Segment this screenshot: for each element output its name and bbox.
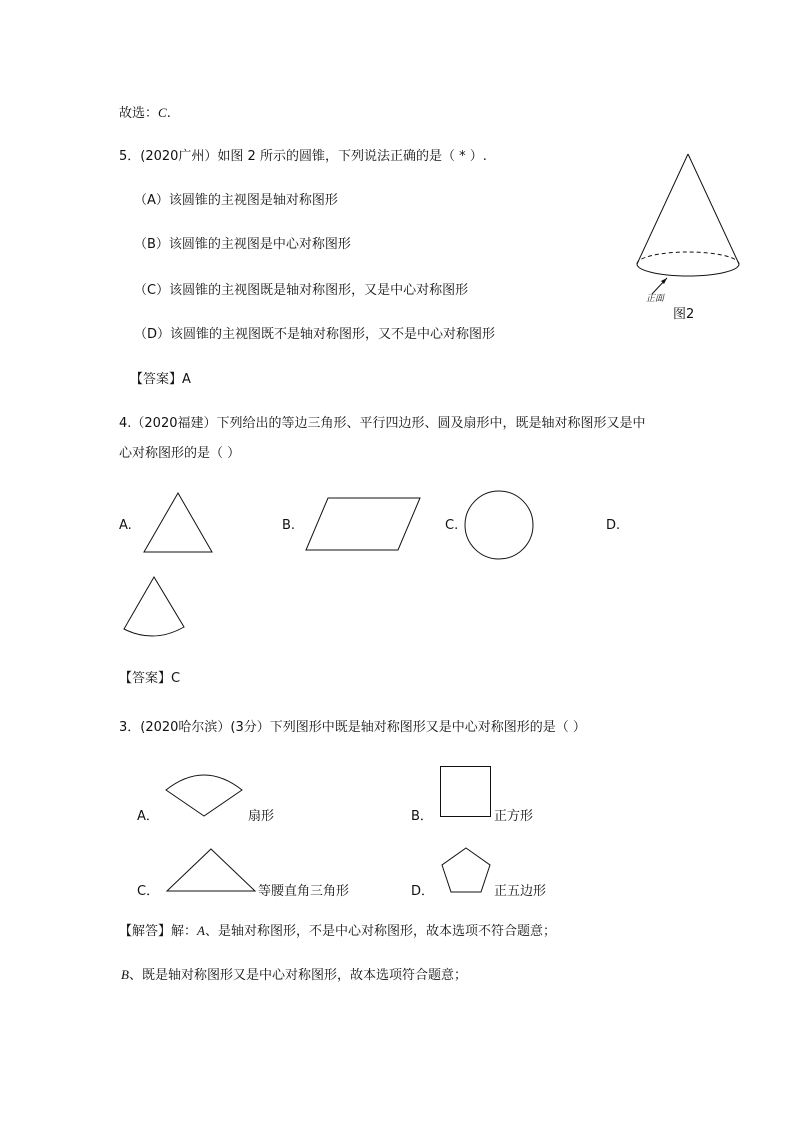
q3-option-c-label: C． <box>137 884 160 899</box>
solution-var-a: A <box>197 923 205 938</box>
q3-option-b-name: 正方形 <box>494 809 534 824</box>
q3-pentagon-figure <box>439 846 493 896</box>
q5-option-a: （A）该圆锥的主视图是轴对称图形 <box>134 193 338 208</box>
q3-isosceles-right-triangle-figure <box>164 846 258 894</box>
solution-text-b: 、既是轴对称图形又是中心对称图形，故本选项符合题意； <box>128 968 467 983</box>
q4-stem-line2: 心对称图形的是（ ） <box>119 446 241 461</box>
sector-figure <box>120 573 190 639</box>
q3-option-d-name: 正五边形 <box>494 884 547 899</box>
prev-answer-suffix: . <box>166 106 171 121</box>
solution-tag: 【解答】解： <box>119 924 198 939</box>
q4-answer: 【答案】C <box>119 671 181 686</box>
q3-sector-figure <box>163 768 245 820</box>
q3-option-a-name: 扇形 <box>248 809 275 824</box>
q3-option-a-label: A． <box>137 809 159 824</box>
q5-option-b: （B）该圆锥的主视图是中心对称图形 <box>134 237 351 252</box>
q5-answer: 【答案】A <box>130 372 191 387</box>
solution-var-b: B <box>121 967 129 982</box>
solution-text-a: 、是轴对称图形，不是中心对称图形，故本选项不符合题意； <box>204 924 556 939</box>
q5-option-d: （D）该圆锥的主视图既不是轴对称图形，又不是中心对称图形 <box>134 327 496 342</box>
q4-option-d-label: D. <box>606 518 621 533</box>
prev-answer-choice: C <box>158 105 167 120</box>
q5-stem: 5．(2020广州）如图 2 所示的圆锥，下列说法正确的是（ * ）. <box>119 149 487 164</box>
equilateral-triangle-figure <box>140 490 216 556</box>
prev-answer-line <box>119 104 171 123</box>
q5-option-c: （C）该圆锥的主视图既是轴对称图形，又是中心对称图形 <box>134 283 469 298</box>
q4-stem-line1: 4.（2020福建）下列给出的等边三角形、平行四边形、圆及扇形中，既是轴对称图形又是中 <box>119 416 646 431</box>
q3-solution-line1 <box>119 922 556 941</box>
cone-front-label: 正面 <box>646 293 665 303</box>
cone-figure-caption: 图2 <box>673 307 695 322</box>
prev-answer-prefix: 故选： <box>119 106 159 121</box>
q3-option-d-label: D． <box>411 884 435 899</box>
parallelogram-figure <box>302 494 424 554</box>
q4-option-a-label: A. <box>119 518 132 533</box>
q3-option-c-name: 等腰直角三角形 <box>258 884 350 899</box>
circle-figure <box>462 488 536 562</box>
q3-square-figure <box>439 765 493 819</box>
q4-option-c-label: C. <box>445 518 459 533</box>
q4-option-b-label: B. <box>282 518 296 533</box>
q3-solution-line2 <box>121 966 467 985</box>
q3-stem: 3．(2020哈尔滨）(3分）下列图形中既是轴对称图形又是中心对称图形的是（ ） <box>119 720 586 735</box>
q3-option-b-label: B． <box>411 809 433 824</box>
